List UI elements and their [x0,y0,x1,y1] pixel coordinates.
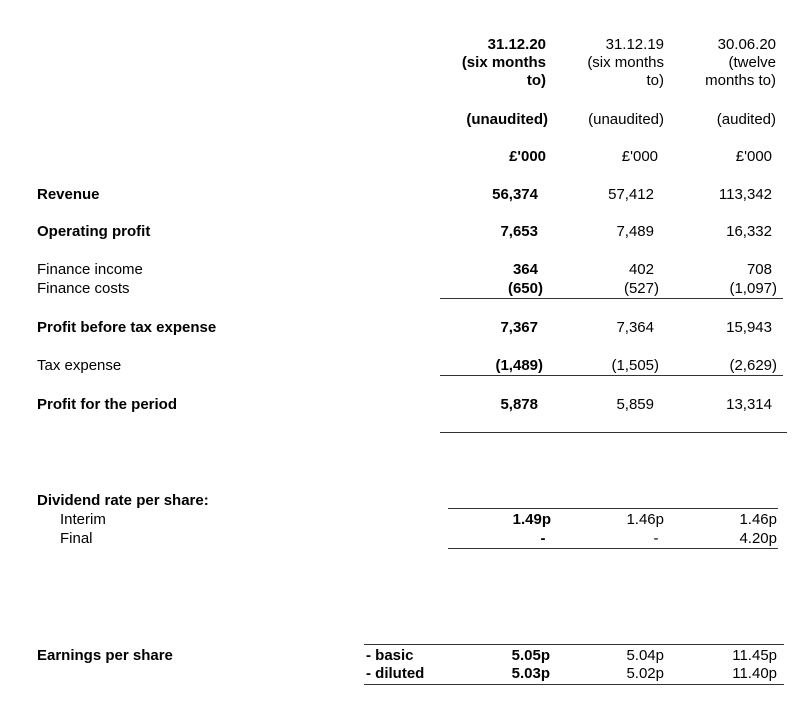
tax-col1: (1,489) [495,357,543,374]
finance-income-col3: 708 [746,261,772,278]
dividend-title: Dividend rate per share: [37,492,209,509]
dividend-interim-col1: 1.49p [512,511,551,528]
eps-bottom-rule [364,684,784,685]
finance-costs-col1: (650) [507,280,543,297]
finance-costs-col3: (1,097) [729,280,777,297]
profit-period-col3: 13,314 [726,396,772,413]
dividend-interim-label: Interim [60,511,106,528]
profit-period-col2: 5,859 [616,396,654,413]
operating-profit-col2: 7,489 [616,223,654,240]
eps-basic-col3: 11.45p [732,647,777,664]
eps-basic-col1: 5.05p [511,647,550,664]
finance-income-col2: 402 [628,261,654,278]
operating-profit-col3: 16,332 [726,223,772,240]
tax-label: Tax expense [37,357,122,374]
eps-diluted-label: - diluted [366,665,425,682]
pbt-label: Profit before tax expense [37,319,217,336]
dividend-top-rule [448,508,778,509]
profit-period-col1: 5,878 [500,396,538,413]
eps-basic-label: - basic [366,647,414,664]
profit-period-rule [440,432,787,433]
tax-rule [440,375,783,376]
col2-audit-status: (unaudited) [588,111,664,128]
eps-top-rule [364,644,784,645]
col3-audit-status: (audited) [716,111,776,128]
eps-diluted-col3: 11.40p [732,665,777,682]
revenue-col3: 113,342 [718,186,772,203]
eps-diluted-col2: 5.02p [626,665,664,682]
tax-col2: (1,505) [611,357,659,374]
dividend-final-col2: - [653,530,659,547]
pbt-col2: 7,364 [616,319,654,336]
operating-profit-col1: 7,653 [500,223,538,240]
finance-subtotal-rule [440,298,783,299]
col2-header-line2: (six months [587,54,664,71]
col1-header-line1: 31.12.20 [487,36,546,53]
revenue-label: Revenue [37,186,100,203]
col1-units: £'000 [509,148,546,165]
col3-units: £'000 [735,148,772,165]
eps-basic-col2: 5.04p [626,647,664,664]
dividend-interim-col2: 1.46p [626,511,664,528]
col3-header-line1: 30.06.20 [717,36,776,53]
tax-col3: (2,629) [729,357,777,374]
dividend-final-col3: 4.20p [739,530,777,547]
col1-header-line2: (six months [461,54,546,71]
dividend-final-col1: - [540,530,546,547]
col1-audit-status: (unaudited) [466,111,548,128]
pbt-col1: 7,367 [500,319,538,336]
revenue-col2: 57,412 [608,186,654,203]
revenue-col1: 56,374 [492,186,538,203]
col2-header-line3: to) [646,72,664,89]
finance-costs-label: Finance costs [37,280,130,297]
col3-header-line2: (twelve [728,54,776,71]
finance-income-col1: 364 [512,261,538,278]
col2-header-line1: 31.12.19 [605,36,664,53]
pbt-col3: 15,943 [726,319,772,336]
profit-period-label: Profit for the period [37,396,177,413]
col2-units: £'000 [621,148,658,165]
col1-header-line3: to) [526,72,546,89]
finance-costs-col2: (527) [623,280,659,297]
dividend-bottom-rule [448,548,778,549]
dividend-interim-col3: 1.46p [739,511,777,528]
eps-label: Earnings per share [37,647,173,664]
eps-diluted-col1: 5.03p [511,665,550,682]
finance-income-label: Finance income [37,261,143,278]
dividend-final-label: Final [60,530,93,547]
operating-profit-label: Operating profit [37,223,151,240]
col3-header-line3: months to) [705,72,776,89]
